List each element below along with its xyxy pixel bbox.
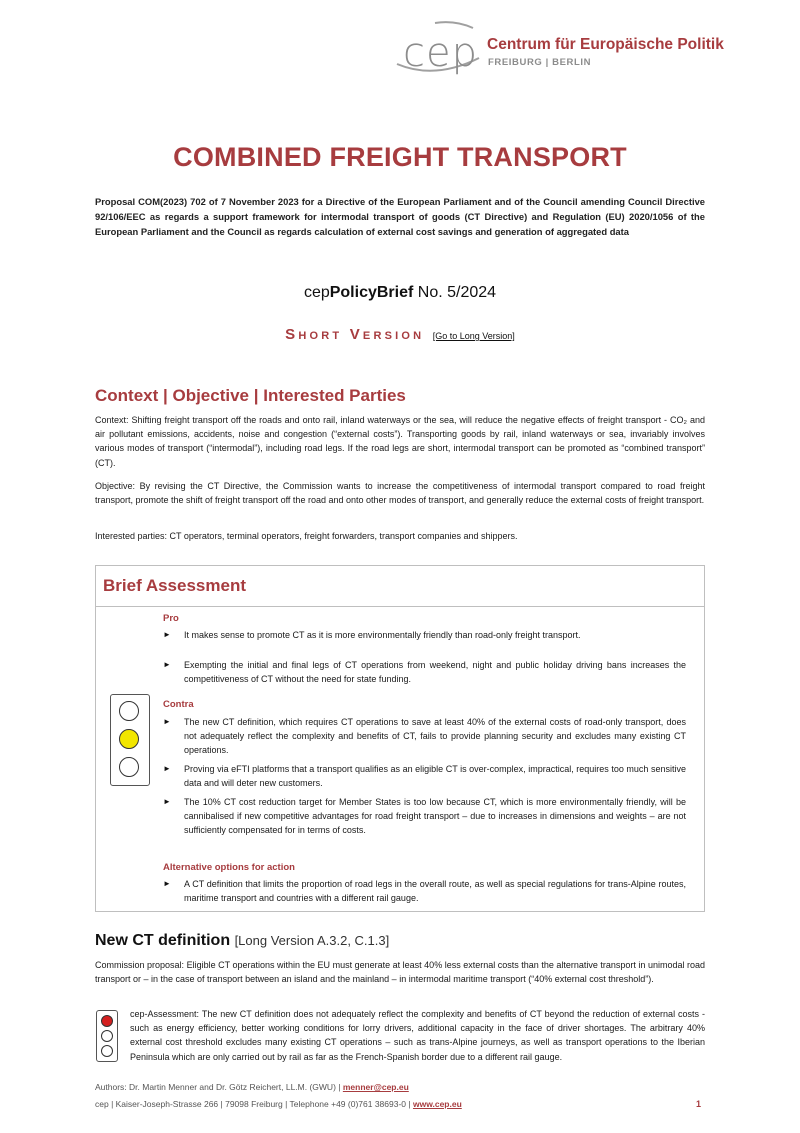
- new-ct-heading: [95, 932, 389, 950]
- alternative-item: [163, 877, 686, 905]
- contra-item: [163, 795, 686, 837]
- brief-assessment-box: [95, 565, 705, 912]
- contra-item-text: Proving via eFTI platforms that a transport qualifies as an eligible CT is over-complex, impractical, requires too much sensitive data and will deter new customers.: [184, 764, 686, 788]
- bullet-arrow-icon: ►: [163, 764, 171, 773]
- context-heading: Context | Objective | Interested Parties: [95, 386, 406, 405]
- traffic-light-icon: [110, 694, 150, 786]
- small-light-top: [101, 1015, 113, 1027]
- document-title: COMBINED FREIGHT TRANSPORT: [173, 142, 627, 172]
- contra-item: [163, 715, 686, 757]
- email-link[interactable]: menner@cep.eu: [342, 1082, 409, 1092]
- new-ct-reference[interactable]: [Long Version A.3.2, C.1.3]: [234, 933, 390, 948]
- footer-authors: [95, 1082, 409, 1092]
- long-version-link[interactable]: [Go to Long Version]: [432, 331, 515, 341]
- pb-number: No. 5/2024: [417, 284, 497, 301]
- box-divider: [96, 606, 704, 607]
- small-light-bottom: [101, 1045, 113, 1057]
- light-top: [119, 701, 139, 721]
- new-ct-heading-text: New CT definition: [95, 932, 231, 949]
- cep-logo: [395, 20, 755, 75]
- bullet-arrow-icon: ►: [163, 717, 171, 726]
- pb-prefix: cep: [303, 284, 330, 301]
- alternative-item-text: A CT definition that limits the proportion of road legs in the overall route, as well as special regulations for trans-Alpine routes, maritime transport and countries with a different rail gauge.: [184, 879, 686, 903]
- website-link[interactable]: www.cep.eu: [412, 1099, 462, 1109]
- page-number: 1: [696, 1099, 702, 1109]
- bullet-arrow-icon: ►: [163, 879, 171, 888]
- small-traffic-light-icon: [96, 1010, 118, 1062]
- contra-item-text: The 10% CT cost reduction target for Member States is too low because CT, which is more environmentally friendly, will be cannibalised if new competitive advantages for road freight transport – due to increases in dimensions and weights – are not sufficiently compensated for in terms of costs.: [184, 797, 686, 835]
- contra-item: [163, 762, 686, 790]
- objective-paragraph: Objective: By revising the CT Directive, the Commission wants to increase the competitiveness of intermodal transport compared to road freight transport, promote the shift of freight transport off the road and onto other modes of transport, and generally reduce the external costs of freight transport.: [95, 481, 705, 506]
- bullet-arrow-icon: ►: [163, 630, 171, 639]
- light-middle: [119, 729, 139, 749]
- policy-brief-number: [0, 284, 800, 302]
- commission-proposal-paragraph: Commission proposal: Eligible CT operations within the EU must generate at least 40% less external costs than the alternative transport in unimodal road transport or – in the case of transport between an island and the mainland – in intermodal maritime transport (“40% external cost threshold”).: [95, 960, 705, 985]
- light-bottom: [119, 757, 139, 777]
- pro-item: [163, 628, 686, 642]
- document-subtitle: Proposal COM(2023) 702 of 7 November 2023 for a Directive of the European Parliament and of the Council amending Council Directive 92/106/EEC as regards a support framework for intermodal transport of goods (CT Directive) and Regulation (EU) 2020/1056 of the European Parliament and the Council as regards calculation of external cost savings and generation of aggregated data: [95, 196, 705, 237]
- bullet-arrow-icon: ►: [163, 660, 171, 669]
- small-light-middle: [101, 1030, 113, 1042]
- pb-bold: PolicyBrief: [329, 284, 414, 301]
- alternative-options-label: Alternative options for action: [163, 862, 295, 873]
- logo-cities: FREIBURG | BERLIN: [488, 57, 592, 68]
- pro-item-text: It makes sense to promote CT as it is more environmentally friendly than road-only freight transport.: [184, 630, 581, 640]
- pro-label: Pro: [163, 613, 179, 624]
- pro-item: [163, 658, 686, 686]
- version-line: [0, 326, 800, 344]
- contra-item-text: The new CT definition, which requires CT operations to save at least 40% of the external costs of road-only transport, does not adequately reflect the complexity and benefits of CT, fails to provide planning security and excludes many existing CT operations.: [184, 717, 686, 755]
- bullet-arrow-icon: ►: [163, 797, 171, 806]
- authors-text: Authors: Dr. Martin Menner and Dr. Götz Reichert, LL.M. (GWU) |: [95, 1082, 341, 1092]
- pro-item-text: Exempting the initial and final legs of CT operations from weekend, night and public holiday driving bans increases the competitiveness of CT without the need for state funding.: [184, 660, 686, 684]
- contra-label: Contra: [163, 699, 194, 710]
- footer-address: [95, 1099, 462, 1109]
- logo-organization-name: Centrum für Europäische Politik: [487, 36, 724, 53]
- cep-assessment-paragraph: cep-Assessment: The new CT definition does not adequately reflect the complexity and benefits of CT beyond the reduction of external costs - such as energy efficiency, better working conditions for lorry drivers, additional capacity in the face of driver shortages. The arbitrary 40% external cost threshold excludes many existing CT operations – such as trans-Alpine journeys, as well as transport operations to the Iberian Peninsula which are only carried out by rail as far as the French-Spanish border due to a different rail gauge.: [130, 1009, 705, 1062]
- interested-parties-paragraph: Interested parties: CT operators, terminal operators, freight forwarders, transport companies and shippers.: [95, 531, 518, 541]
- address-text: cep | Kaiser-Joseph-Strasse 266 | 79098 Freiburg | Telephone +49 (0)761 38693-0 |: [95, 1099, 411, 1109]
- logo-wordmark: cep: [403, 30, 478, 76]
- short-version-label: Short Version: [285, 326, 425, 343]
- context-paragraph: Context: Shifting freight transport off the roads and onto rail, inland waterways or the sea, will reduce the negative effects of freight transport - CO₂ and air pollutant emissions, accidents, noise and congestion (“external costs”). Transporting goods by rail, inland waterways or sea, invariably involves various modes of transport (“intermodal”), including road legs. If the road legs are short, intermodal transport can be promoted as “combined transport” (CT).: [95, 415, 705, 468]
- brief-assessment-heading: Brief Assessment: [103, 576, 246, 595]
